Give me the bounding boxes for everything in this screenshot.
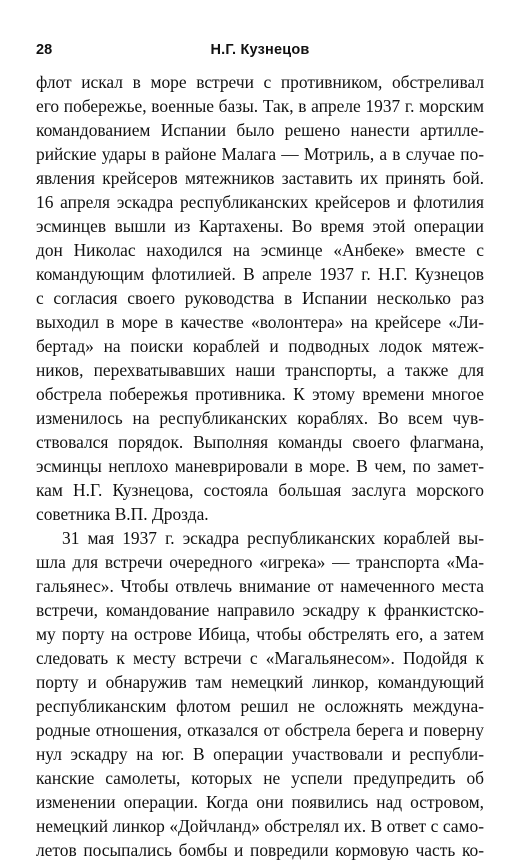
paragraph-2 — [36, 526, 484, 862]
text-line: эсминцев вышли из Картахены. Во время этой операции — [36, 216, 484, 236]
paragraph-1 — [36, 70, 484, 526]
text-line: порту и обнаружив там немецкий линкор, командующий — [36, 672, 484, 692]
running-head: Н.Г. Кузнецов — [210, 42, 310, 58]
text-line: 31 мая 1937 г. эскадра республиканских кораблей вы- — [62, 528, 484, 548]
text-line: с согласия своего руководства в Испании несколько раз — [36, 288, 484, 308]
text-line: выходил в море в качестве «волонтера» на крейсере «Ли- — [36, 312, 484, 332]
text-line: немецкий линкор «Дойчланд» обстрелял их. В ответ с само- — [36, 816, 484, 836]
text-line: 16 апреля эскадра республиканских крейсеров и флотилия — [36, 192, 484, 212]
text-line: флот искал в море встречи с противником, обстреливал — [36, 72, 484, 92]
text-line: бертад» на поиски кораблей и подводных лодок мятеж- — [36, 336, 484, 356]
text-line: республиканским флотом решил не осложнять междуна- — [36, 696, 484, 716]
text-line: эсминцы неплохо маневрировали в море. В чем, по замет- — [36, 456, 484, 476]
text-line: рийские удары в районе Малага — Мотриль, а в случае по- — [36, 144, 484, 164]
text-line: явления крейсеров мятежников заставить их принять бой. — [36, 168, 484, 188]
text-line: канские самолеты, которых не успели предупредить об — [36, 768, 484, 788]
body-text — [36, 70, 484, 862]
text-line: обстрела побережья противника. К этому времени многое — [36, 384, 484, 404]
text-line: ствовался порядок. Выполняя команды своего флагмана, — [36, 432, 484, 452]
text-line: кам Н.Г. Кузнецова, состояла большая заслуга морского — [36, 480, 484, 500]
text-line: ников, перехватывавших наши транспорты, а также для — [36, 360, 484, 380]
text-line: изменении операции. Когда они появились над островом, — [36, 792, 484, 812]
text-line: нул эскадру на юг. В операции участвовали и республи- — [36, 744, 484, 764]
text-line: родные отношения, отказался от обстрела берега и поверну — [36, 720, 484, 740]
text-line: дон Николас находился на эсминце «Анбеке» вместе с — [36, 240, 484, 260]
text-line: гальянес». Чтобы отвлечь внимание от намеченного места — [36, 576, 484, 596]
text-line: командующим флотилией. В апреле 1937 г. Н.Г. Кузнецов — [36, 264, 484, 284]
text-line: советника В.П. Дрозда. — [36, 504, 209, 524]
text-line: командованием Испании было решено нанести артилле- — [36, 120, 484, 140]
page-header — [36, 40, 484, 60]
text-line: встречи, командование направило эскадру к франкистско- — [36, 600, 484, 620]
text-line: следовать к месту встречи с «Магальянесом». Подойдя к — [36, 648, 484, 668]
text-line: му порту на острове Ибица, чтобы обстрелять его, а затем — [36, 624, 484, 644]
text-line: шла для встречи очередного «игрека» — транспорта «Ма- — [36, 552, 484, 572]
text-line: его побережье, военные базы. Так, в апреле 1937 г. морским — [36, 96, 484, 116]
text-line: изменилось на республиканских кораблях. Во всем чув- — [36, 408, 484, 428]
text-line: летов посыпались бомбы и повредили кормовую часть ко- — [36, 840, 484, 860]
page-number: 28 — [36, 42, 53, 58]
